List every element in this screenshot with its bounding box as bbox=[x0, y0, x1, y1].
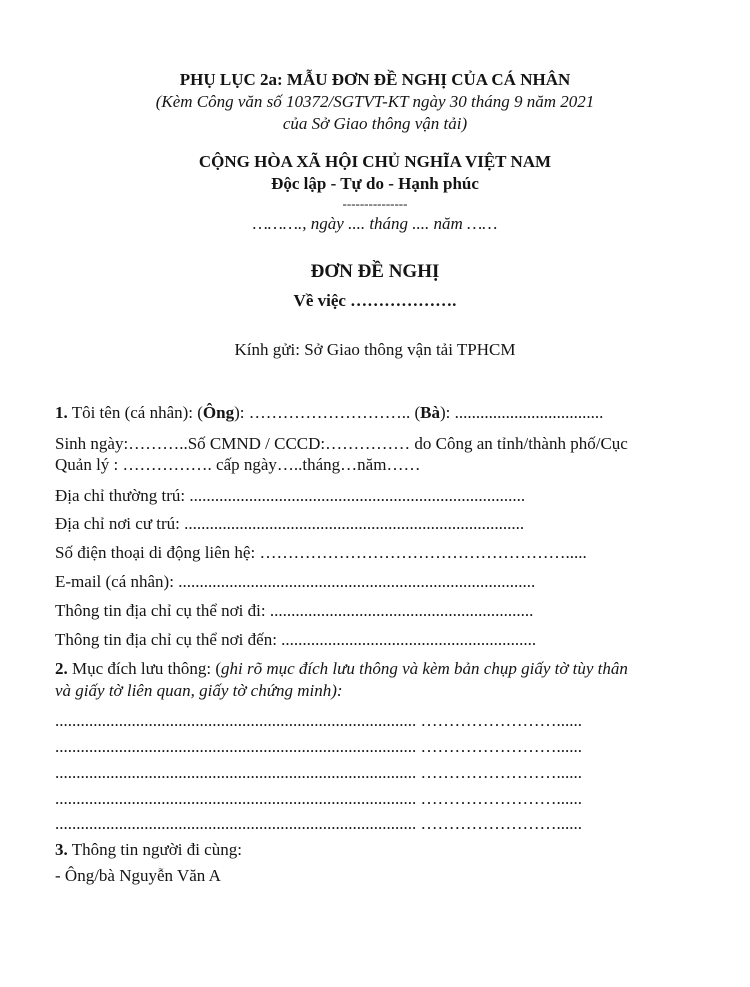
ong-label: Ông bbox=[202, 403, 235, 422]
issue-line: Quản lý : ……………. cấp ngày…..tháng…năm…… bbox=[55, 455, 421, 474]
companion-name: - Ông/bà Nguyễn Văn A bbox=[55, 866, 221, 885]
section-3-number: 3. bbox=[55, 840, 68, 859]
name-line bbox=[55, 403, 603, 423]
companion-label: Thông tin người đi cùng: bbox=[67, 840, 242, 859]
form-title: ĐƠN ĐỀ NGHỊ bbox=[310, 261, 440, 282]
purpose-line bbox=[55, 659, 628, 679]
national-motto: Độc lập - Tự do - Hạnh phúc bbox=[271, 174, 479, 193]
purpose-note-1: ghi rõ mục đích lưu thông và kèm bản chụp giấy tờ tùy thân bbox=[220, 659, 628, 678]
date-line: ………., ngày .... tháng .... năm …… bbox=[252, 214, 498, 233]
purpose-blank-line: ..................................................................................... ……………………...... bbox=[55, 737, 582, 756]
name-label: Tôi tên (cá nhân): ( bbox=[67, 403, 203, 422]
ba-blank: ): ................................... bbox=[440, 403, 604, 422]
purpose-blank-line: ..................................................................................... ……………………...... bbox=[55, 789, 582, 808]
ba-label: Bà bbox=[420, 403, 440, 422]
email-line: E-mail (cá nhân): .................................................................................... bbox=[55, 572, 536, 591]
purpose-blank-line: ..................................................................................... ……………………...... bbox=[55, 814, 582, 833]
departure-address-line: Thông tin địa chỉ cụ thể nơi đi: .............................................................. bbox=[55, 601, 534, 620]
destination-address-line: Thông tin địa chỉ cụ thể nơi đến: ............................................................ bbox=[55, 630, 537, 649]
form-subject: Về việc ………………. bbox=[293, 291, 457, 310]
attachment-line-2: của Sở Giao thông vận tải) bbox=[282, 114, 468, 133]
residence-address-line: Địa chỉ nơi cư trú: ................................................................................ bbox=[55, 514, 525, 533]
name-blank: ): ……………………….. ( bbox=[234, 403, 421, 422]
purpose-blank-line: ..................................................................................... ……………………...... bbox=[55, 711, 582, 730]
permanent-address-line: Địa chỉ thường trú: ............................................................................... bbox=[55, 486, 526, 505]
appendix-title: PHỤ LỤC 2a: MẪU ĐƠN ĐỀ NGHỊ CỦA CÁ NHÂN bbox=[179, 70, 571, 89]
birth-id-line: Sinh ngày:………..Số CMND / CCCD:…………… do Công an tỉnh/thành phố/Cục bbox=[55, 434, 628, 453]
motto-divider: --------------- bbox=[342, 196, 408, 211]
purpose-label: Mục đích lưu thông: ( bbox=[67, 659, 221, 678]
section-2-number: 2. bbox=[55, 659, 68, 678]
form-recipient: Kính gửi: Sở Giao thông vận tải TPHCM bbox=[234, 340, 516, 359]
attachment-line-1: (Kèm Công văn số 10372/SGTVT-KT ngày 30 tháng 9 năm 2021 bbox=[155, 92, 595, 111]
national-title: CỘNG HÒA XÃ HỘI CHỦ NGHĨA VIỆT NAM bbox=[198, 152, 552, 171]
purpose-note-end: ): bbox=[331, 681, 343, 700]
section-1-number: 1. bbox=[55, 403, 68, 422]
purpose-note-line bbox=[55, 681, 343, 701]
phone-line: Số điện thoại di động liên hệ: ………………………………………………..... bbox=[55, 543, 587, 562]
companion-heading bbox=[55, 840, 242, 860]
purpose-blank-line: ..................................................................................... ……………………...... bbox=[55, 763, 582, 782]
purpose-note-2: và giấy tờ liên quan, giấy tờ chứng minh bbox=[55, 681, 332, 700]
